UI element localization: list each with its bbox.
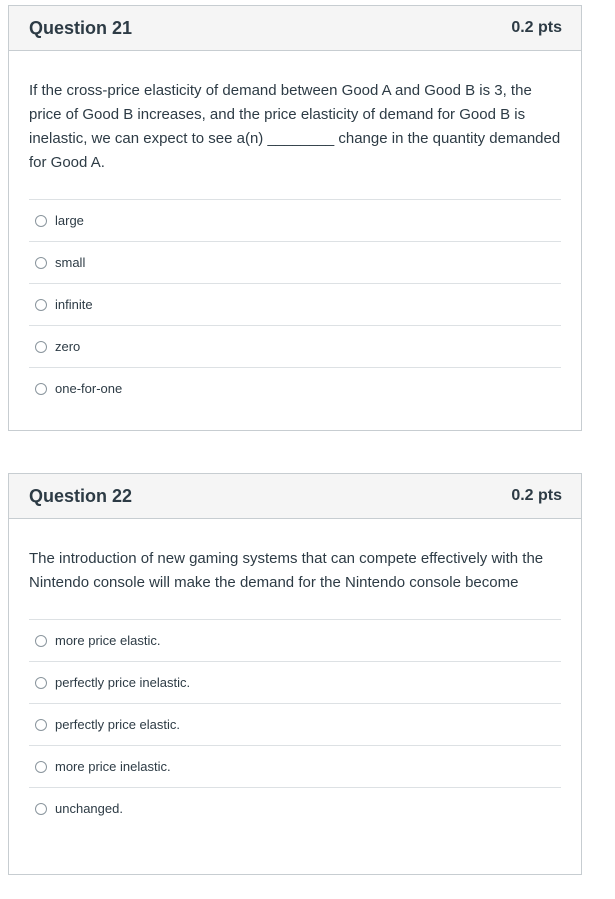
- question-text: The introduction of new gaming systems that can compete effectively with the Nintendo console will make the demand for the Nintendo console become: [29, 550, 544, 591]
- answer-list: [29, 199, 561, 409]
- question-title: Question 22: [29, 485, 133, 506]
- question-body: [9, 51, 581, 409]
- radio-button[interactable]: [35, 341, 47, 353]
- question-22-card: [8, 473, 582, 875]
- radio-button[interactable]: [35, 677, 47, 689]
- answer-option-more-price-elastic[interactable]: [29, 620, 561, 662]
- answer-label: more price inelastic.: [55, 759, 171, 774]
- answer-label: one-for-one: [55, 381, 123, 396]
- answer-label: infinite: [55, 297, 93, 312]
- answer-option-perfectly-price-elastic[interactable]: [29, 704, 561, 746]
- question-points: 0.2 pts: [511, 19, 562, 36]
- answer-option-one-for-one[interactable]: [29, 368, 561, 409]
- answer-option-zero[interactable]: [29, 326, 561, 368]
- radio-button[interactable]: [35, 719, 47, 731]
- answer-label: perfectly price inelastic.: [55, 675, 191, 690]
- question-header: [9, 6, 581, 51]
- answer-option-unchanged[interactable]: [29, 788, 561, 829]
- question-21-card: [8, 5, 582, 431]
- radio-button[interactable]: [35, 761, 47, 773]
- question-header: [9, 474, 581, 519]
- answer-list: [29, 619, 561, 829]
- radio-button[interactable]: [35, 635, 47, 647]
- radio-button[interactable]: [35, 383, 47, 395]
- answer-label: unchanged.: [55, 801, 123, 816]
- question-title: Question 21: [29, 17, 133, 38]
- answer-option-infinite[interactable]: [29, 284, 561, 326]
- answer-label: zero: [55, 339, 81, 354]
- answer-label: more price elastic.: [55, 633, 161, 648]
- answer-option-large[interactable]: [29, 200, 561, 242]
- radio-button[interactable]: [35, 299, 47, 311]
- answer-option-perfectly-price-inelastic[interactable]: [29, 662, 561, 704]
- answer-label: small: [55, 255, 86, 270]
- answer-option-more-price-inelastic[interactable]: [29, 746, 561, 788]
- question-body: [9, 519, 581, 829]
- answer-label: large: [55, 213, 84, 228]
- radio-button[interactable]: [35, 257, 47, 269]
- radio-button[interactable]: [35, 803, 47, 815]
- question-points: 0.2 pts: [511, 487, 562, 504]
- radio-button[interactable]: [35, 215, 47, 227]
- answer-label: perfectly price elastic.: [55, 717, 180, 732]
- answer-option-small[interactable]: [29, 242, 561, 284]
- question-text: If the cross-price elasticity of demand between Good A and Good B is 3, the price of Good B increases, and the price elasticity of demand for Good B is inelastic, we can expect to see a(n) ________ change in the quantity demanded for Good A.: [29, 82, 561, 171]
